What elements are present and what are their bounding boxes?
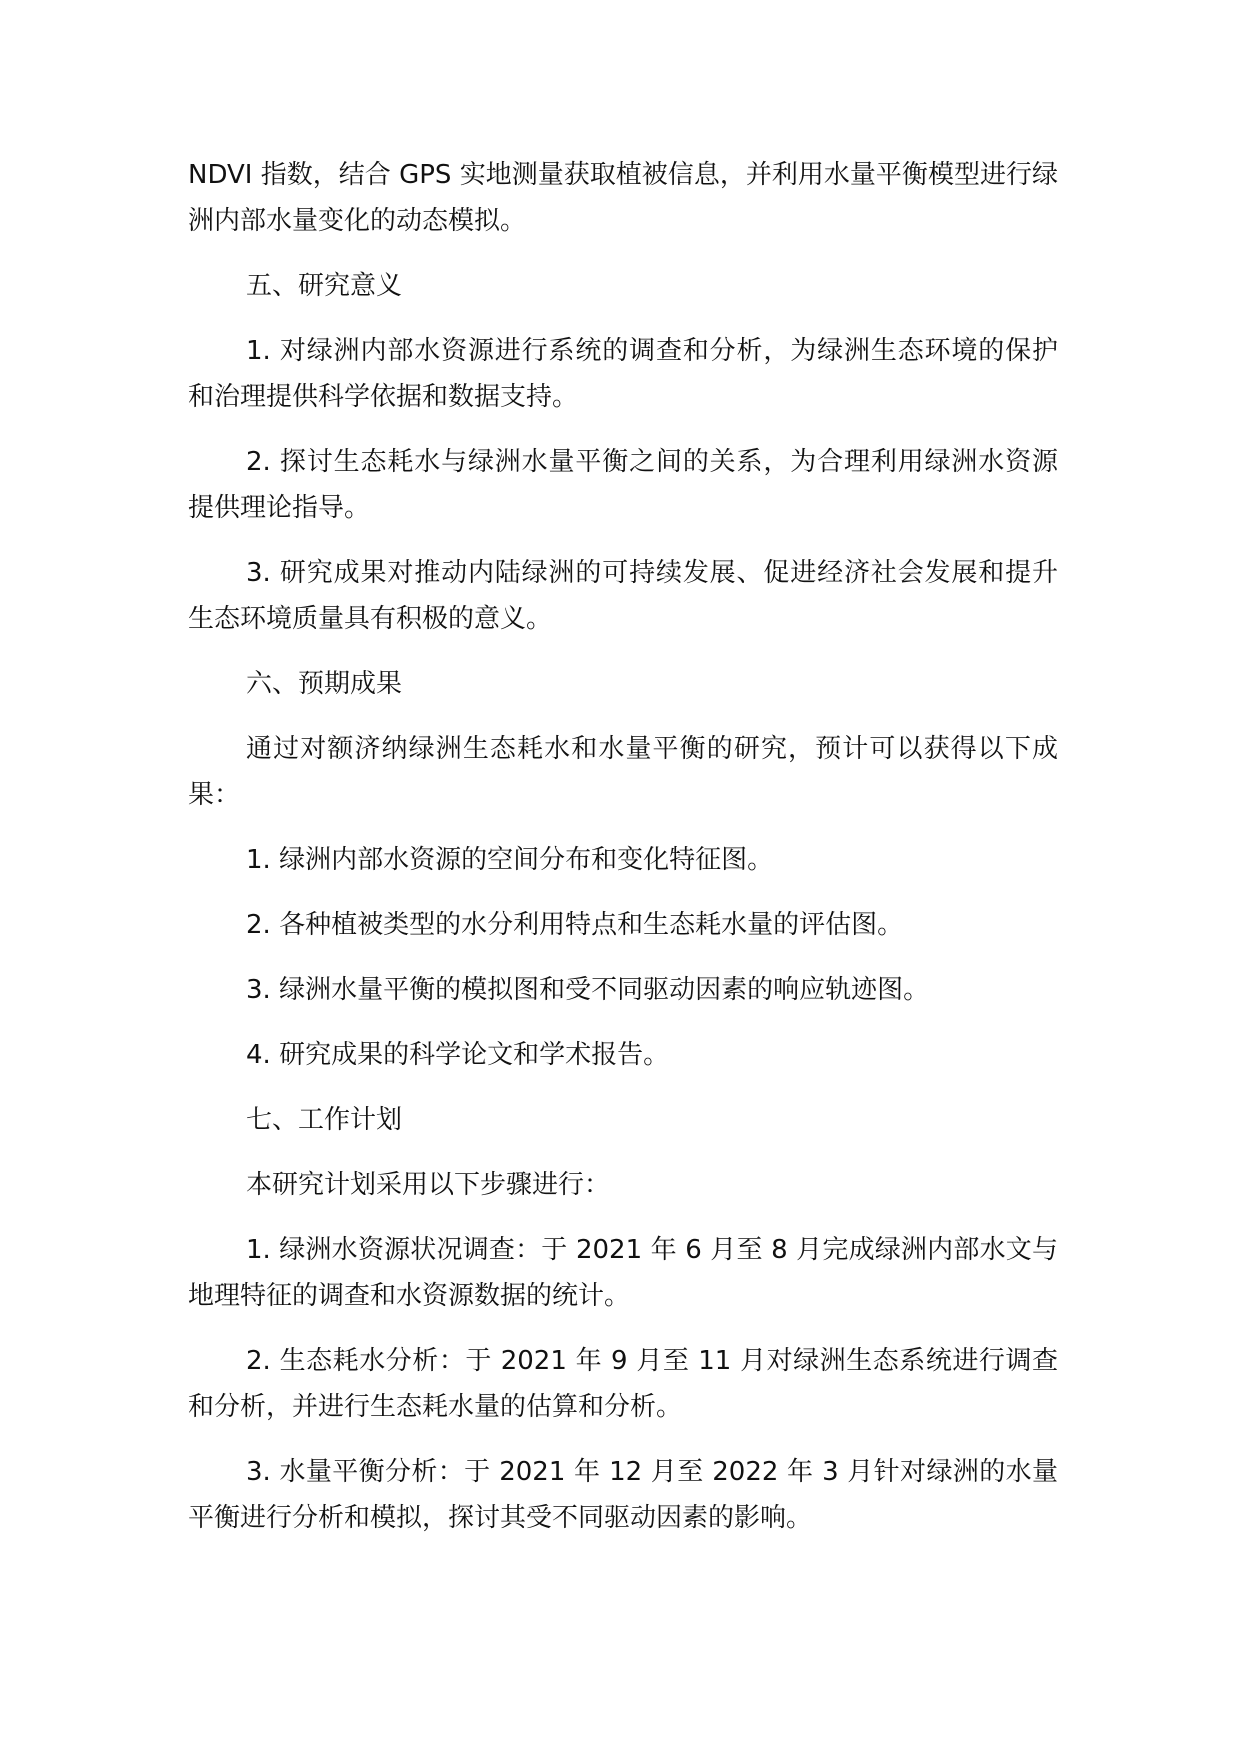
expected-result-item-1: 1. 绿洲内部水资源的空间分布和变化特征图。 <box>246 845 774 875</box>
expected-result-item-2: 2. 各种植被类型的水分利用特点和生态耗水量的评估图。 <box>246 910 904 940</box>
significance-item-1: 1. 对绿洲内部水资源进行系统的调查和分析，为绿洲生态环境的保护和治理提供科学依据和数据支持。 <box>188 336 1058 412</box>
work-plan-step-1: 1. 绿洲水资源状况调查：于 2021 年 6 月至 8 月完成绿洲内部水文与地理特征的调查和水资源数据的统计。 <box>188 1235 1058 1311</box>
expected-result-item-4: 4. 研究成果的科学论文和学术报告。 <box>246 1040 670 1070</box>
expected-results-intro: 通过对额济纳绿洲生态耗水和水量平衡的研究，预计可以获得以下成果： <box>188 734 1058 810</box>
significance-item-3: 3. 研究成果对推动内陆绿洲的可持续发展、促进经济社会发展和提升生态环境质量具有积极的意义。 <box>188 558 1058 634</box>
section-heading-expected-results: 六、预期成果 <box>246 669 403 699</box>
document-body <box>188 152 1058 1541</box>
work-plan-intro: 本研究计划采用以下步骤进行： <box>246 1170 611 1200</box>
paragraph-continued-methods: NDVI 指数，结合 GPS 实地测量获取植被信息，并利用水量平衡模型进行绿洲内部水量变化的动态模拟。 <box>188 160 1058 236</box>
section-heading-significance: 五、研究意义 <box>246 271 403 301</box>
section-heading-work-plan: 七、工作计划 <box>246 1105 403 1135</box>
significance-item-2: 2. 探讨生态耗水与绿洲水量平衡之间的关系，为合理利用绿洲水资源提供理论指导。 <box>188 447 1058 523</box>
work-plan-step-3: 3. 水量平衡分析：于 2021 年 12 月至 2022 年 3 月针对绿洲的水量平衡进行分析和模拟，探讨其受不同驱动因素的影响。 <box>188 1457 1058 1533</box>
expected-result-item-3: 3. 绿洲水量平衡的模拟图和受不同驱动因素的响应轨迹图。 <box>246 975 930 1005</box>
work-plan-step-2: 2. 生态耗水分析：于 2021 年 9 月至 11 月对绿洲生态系统进行调查和分析，并进行生态耗水量的估算和分析。 <box>188 1346 1058 1422</box>
